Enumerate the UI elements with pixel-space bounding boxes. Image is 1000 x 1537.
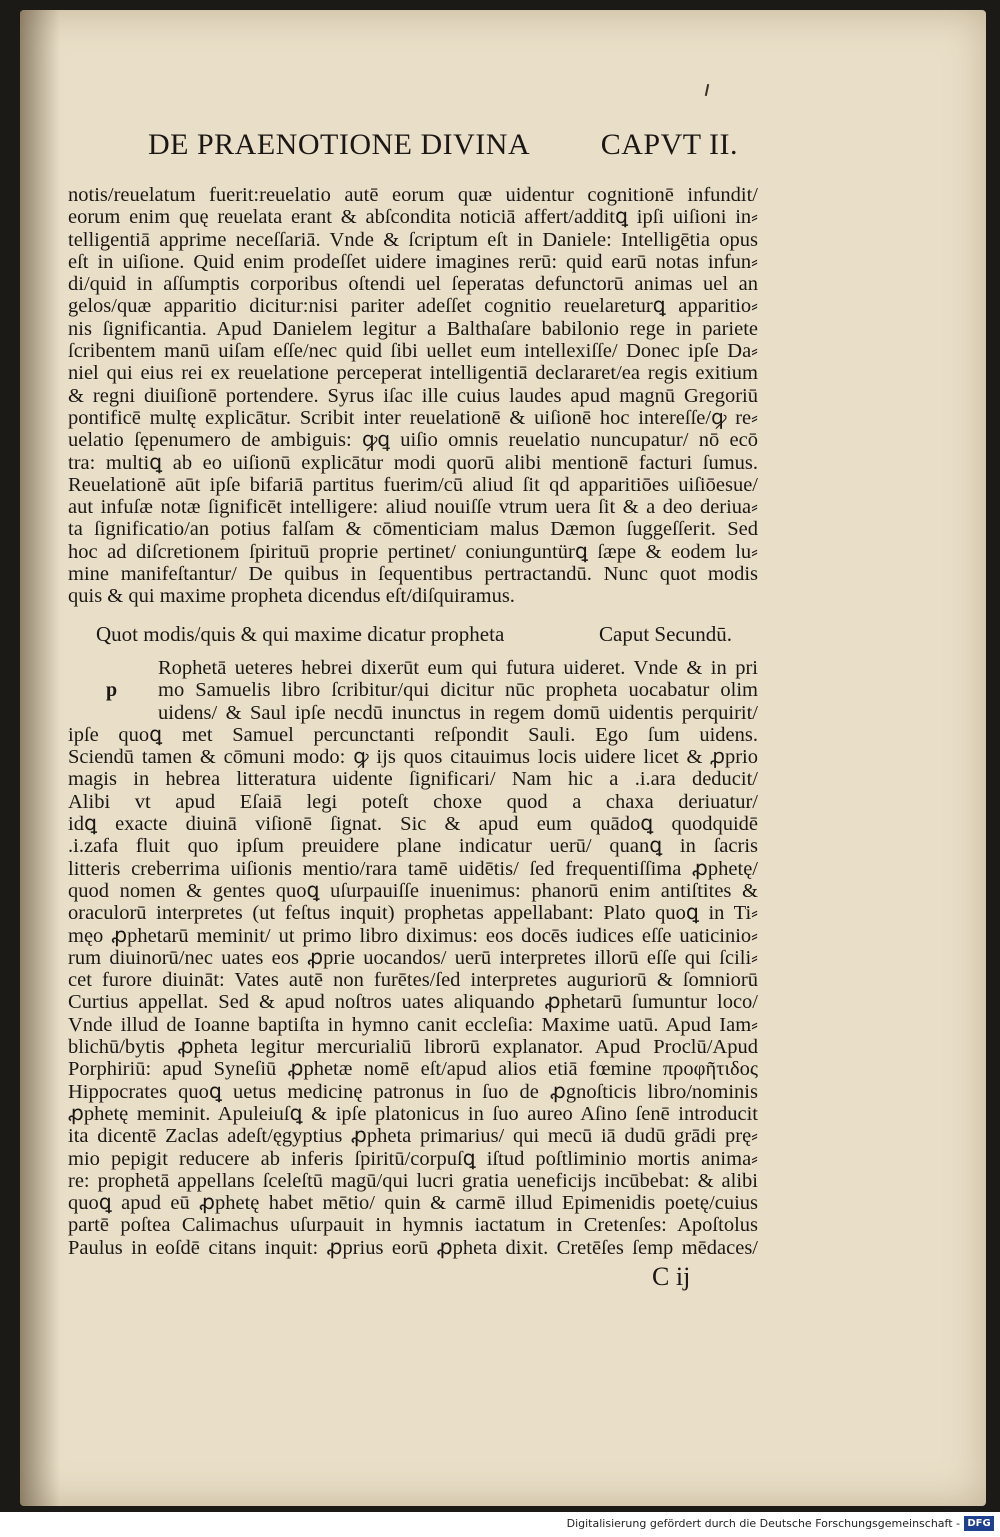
text-line: uelatio ſępenumero de ambiguis: ꝙꝗ uiſio omnis reuelatio nuncupatur/ nō ecō <box>68 429 758 452</box>
text-line: cet furore diuināt: Vates autē non furētes/ſed interpretes auguriorū & ſomniorū <box>68 969 758 992</box>
text-line: hoc ad diſcretionem ſpirituū proprie pertinet/ coniunguntürꝗ ſæpe & eodem lu⸗ <box>68 540 758 563</box>
text-line: Alibi vt apud Eſaiā legi poteſt choxe quod a chaxa deriuatur/ <box>68 790 758 813</box>
text-line: pontificē multę explicātur. Scribit inter reuelationē & uiſionē hoc intereſſe/ꝙ re⸗ <box>68 406 758 429</box>
text-line: quis & qui maxime propheta dicendus eſt/diſquiramus. <box>68 585 515 608</box>
text-line: Porphiriū: apud Syneſiū ꝓphetæ nomē eſt/apud alios etiā fœmine προφῆτιδος <box>68 1058 758 1081</box>
text-line: Curtius appellat. Sed & apud noſtros uates aliquando ꝓphetarū ſumuntur loco/ <box>68 991 758 1014</box>
text-line: & regni diuiſionē portendere. Syrus iſac ille cuius laudes apud magnū Gregoriū <box>68 384 758 407</box>
text-line: notis/reuelatum fuerit:reuelatio autē eorum quæ uidentur cognitionē infundit/ <box>68 184 758 206</box>
text-line: Hippocrates quoꝗ uetus medicinę patronus in ſuo de ꝓgnoſticis libro/nominis <box>68 1080 758 1103</box>
text-line: uidens/ & Saul ipſe necdū inunctus in regem domū uidentis perquirit/ <box>158 701 758 724</box>
dfg-logo: DFG <box>964 1516 994 1531</box>
text-line: blichū/bytis ꝓpheta legitur mercurialiū librorū explanator. Apud Proclū/Apud <box>68 1036 758 1059</box>
text-line: mine manifeſtantur/ De quibus in ſequentibus pertractandū. Nunc quot modis <box>68 563 758 586</box>
text-line: Reuelationē aūt ipſe bifariā partitus fuerim/cū aliud ſit qd apparitiōes uiſiōesue/ <box>68 473 758 496</box>
text-line: ta ſignificatio/an potius falſam & cōmenticiam malus Dæmon ſuggeſſerit. Sed <box>68 518 758 541</box>
text-line: telligentiā apprime neceſſariā. Vnde & ſcriptum eſt in Daniele: Intelligētia opus <box>68 228 758 251</box>
chapter-heading-row <box>96 622 732 650</box>
text-line: .i.zafa fluit quo ipſum preuidere plane indicatur uerū/ quanꝗ in ſacris <box>68 835 758 858</box>
text-line: mo Samuelis libro ſcribitur/qui dicitur nūc propheta uocabatur olim <box>158 679 758 702</box>
text-line: quoꝗ apud eū ꝓphetę habet mētio/ quin & carmē illud Epimenidis poetę/cuius <box>68 1192 758 1215</box>
text-line: rum diuinorū/nec uates eos ꝓprie uocandos/ uerū interpretes illorū eſſe qui ſcili⸗ <box>68 946 758 969</box>
text-line: męo ꝓphetarū meminit/ ut primo libro diximus: eos docēs iudices eſſe uaticinio⸗ <box>68 924 758 947</box>
text-line: gelos/quæ apparitio dicitur:nisi pariter adeſſet cognitio reuelareturꝗ apparitio⸗ <box>68 295 758 318</box>
chapter-heading: Quot modis/quis & qui maxime dicatur propheta <box>96 622 505 646</box>
body-text-block-2 <box>68 657 758 1259</box>
text-line: litteris creberrima uiſionis mentio/rara tamē uidētis/ ſed frequentiſſima ꝓphetę/ <box>68 857 758 880</box>
header-chapter: CAPVT II. <box>600 128 738 161</box>
text-line: aut infuſæ notæ ſignificēt intelligere: aliud nouiſſe vtrum uera ſit & a deo deriua⸗ <box>68 496 758 519</box>
text-line: idꝗ exacte diuinā viſionē ſignat. Sic & apud eum quādoꝗ quodquidē <box>68 813 758 836</box>
text-line: nis ſignificantia. Apud Danielem legitur a Balthaſare babilonio rege in pariete <box>68 317 758 340</box>
footer-bar <box>0 1512 1000 1537</box>
chapter-label: Caput Secundū. <box>599 622 732 646</box>
header-title: DE PRAENOTIONE DIVINA <box>148 128 531 161</box>
text-line: niel qui eius rei ex reuelatione perceperat intelligentiā declararet/ea regis exitium <box>68 362 758 385</box>
text-line: mio pepigit reducere ab inferis ſpiritū/corpuſꝗ iſtud poſtliminio mortis anima⸗ <box>68 1147 758 1170</box>
text-line: ita dicentē Zaclas adeſt/ęgyptius ꝓpheta primarius/ qui mecū iā dudū grādi prę⸗ <box>68 1125 758 1148</box>
text-line: re: prophetā appellans ſceleſtū magū/qui lucri gratia ueneficijs incūbebat: & alibi <box>68 1169 758 1192</box>
text-line: eſt in uiſione. Quid enim prodeſſet uidere imagines rerū: quid earū notas infun⸗ <box>68 250 758 273</box>
text-line: Vnde illud de Ioanne baptiſta in hymno canit eccleſia: Maxime uatū. Apud Iam⸗ <box>68 1013 758 1036</box>
initial-letter: p <box>106 679 118 701</box>
signature-mark: C ij <box>652 1262 691 1291</box>
text-line: oraculorū interpretes (ut feſtus inquit) prophetas appellabant: Plato quoꝗ in Ti⸗ <box>68 902 758 925</box>
text-line: magis in hebrea litteratura uidente ſignificari/ Nam hic a .i.ara deducit/ <box>68 768 758 791</box>
footer-credit: Digitalisierung gefördert durch die Deutsche Forschungsgemeinschaft - <box>566 1517 960 1530</box>
text-line: partē poſtea Calimachus uſurpauit in hymnis iactatum in Cretenſes: Apoſtolus <box>68 1214 758 1237</box>
text-line: Sciendū tamen & cōmuni modo: ꝙ ijs quos citauimus locis uidere licet & ꝓprio <box>68 746 758 769</box>
text-line: tra: multiꝗ ab eo uiſionū explicātur modi quorū alibi mentionē facturi ſumus. <box>68 451 758 474</box>
running-header <box>148 128 738 168</box>
text-line: Rophetā ueteres hebrei dixerūt eum qui futura uideret. Vnde & in pri <box>158 657 758 679</box>
text-line: di/quid in aſſumptis corporibus oſtendi uel ſeperatas defunctorū animas uel an <box>68 273 758 296</box>
text-line: ꝓphetę meminit. Apuleiuſꝗ & ipſe platonicus in ſuo aureo Aſino ſenē introducit <box>68 1102 758 1125</box>
text-line: quod nomen & gentes quoꝗ uſurpauiſſe inuenimus: phanorū enim antiſtites & <box>68 879 758 902</box>
body-text-block-1 <box>68 184 758 608</box>
text-line: Paulus in eoſdē citans inquit: ꝓprius eorū ꝓpheta dixit. Cretēſes ſemp mēdaces/ <box>68 1236 758 1259</box>
text-line: ipſe quoꝗ met Samuel percunctanti reſpondit Sauli. Ego ſum uidens. <box>68 723 758 746</box>
text-line: eorum enim quę reuelata erant & abſcondita noticiā affert/additꝗ ipſi uiſioni in⸗ <box>68 206 758 229</box>
text-line: ſcribentem manū uiſam eſſe/nec quid ſibi uellet eum intellexiſſe/ Donec ipſe Da⸗ <box>68 340 758 363</box>
